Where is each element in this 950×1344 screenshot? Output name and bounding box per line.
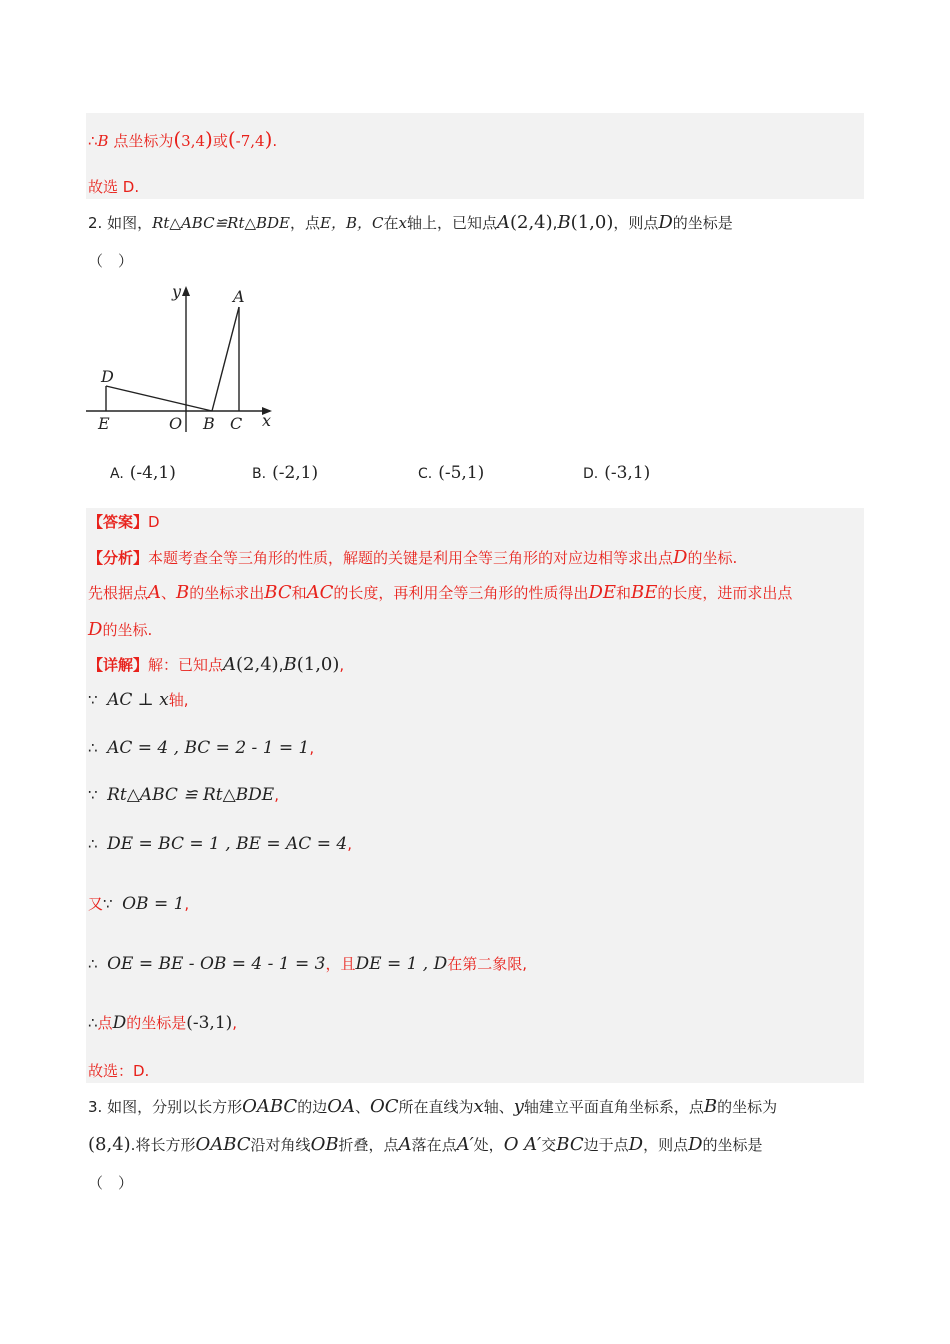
final-choice: 故选：D. [88, 1062, 150, 1080]
label-b: B [203, 414, 215, 433]
prev-conclusion-line [88, 128, 277, 152]
therefore-symbol: ∴ [88, 132, 98, 150]
segment-bd [106, 386, 212, 411]
analysis-line-3: D的坐标. [88, 619, 153, 640]
question-3-line-2: (8,4).将长方形OABC沿对角线OB折叠，点A落在点A′处，O A′交BC边于点D，则点D的坐标是 [88, 1134, 763, 1155]
y-axis-arrow [182, 286, 190, 296]
segment-ab [212, 307, 239, 411]
prev-choice-line: 故选 D. [88, 178, 140, 196]
question-2-paren: （ ） [88, 252, 134, 270]
period: . [272, 132, 278, 150]
step-6: ∴ OE = BE - OB = 4 - 1 = 3，且DE = 1 , D在第二象限, [88, 954, 528, 974]
paren: ) [264, 127, 273, 151]
paren: ) [205, 127, 213, 151]
step-2: ∴ AC = 4 , BC = 2 - 1 = 1, [88, 738, 315, 758]
paren: ( [173, 127, 182, 151]
option-d[interactable]: D. (-3,1) [583, 463, 651, 483]
label-a: A [233, 287, 245, 306]
option-a[interactable]: A. (-4,1) [110, 463, 176, 483]
coord: 3,4 [181, 132, 206, 150]
question-3-line-1: 3. 如图，分别以长方形OABC的边OA、OC所在直线为x轴、y轴建立平面直角坐标系，点B的坐标为 [88, 1096, 778, 1117]
coord: -7,4 [235, 132, 265, 150]
label-e: E [98, 414, 110, 433]
text: 或 [212, 132, 228, 150]
label-x: x [262, 411, 272, 430]
congruence-expr: Rt△ABC≌Rt△BDE [152, 214, 291, 232]
step-4: ∴ DE = BC = 1 , BE = AC = 4, [88, 834, 352, 854]
text: 点坐标为 [108, 132, 174, 150]
label-d: D [101, 367, 114, 386]
step-1: ∵ AC ⊥ x轴, [88, 690, 189, 710]
analysis-line-2: 先根据点A、B的坐标求出BC和AC的长度，再利用全等三角形的性质得出DE和BE的长度，进而求出点 [88, 582, 793, 603]
var-b: B [97, 132, 109, 150]
step-5: 又∵ OB = 1, [88, 894, 190, 914]
prev-solution-block [86, 113, 864, 199]
question-3-paren: （ ） [88, 1174, 134, 1192]
question-2-figure [84, 280, 284, 440]
option-b[interactable]: B. (-2,1) [252, 463, 319, 483]
answer-line: 【答案】D [88, 513, 160, 531]
analysis-line-1: 【分析】本题考查全等三角形的性质，解题的关键是利用全等三角形的对应边相等求出点D的坐标. [88, 547, 738, 568]
question-number: 2. [88, 214, 103, 232]
question-2-stem: 2. 如图，Rt△ABC≌Rt△BDE，点E，B，C在x轴上，已知点A(2,4),B(1,0)，则点D的坐标是 [88, 212, 733, 233]
option-c[interactable]: C. (-5,1) [418, 463, 485, 483]
label-y: y [172, 282, 182, 301]
label-c: C [230, 414, 243, 433]
step-3: ∵ Rt△ABC ≌ Rt△BDE, [88, 785, 279, 805]
step-7: ∴点D的坐标是(-3,1), [88, 1013, 238, 1033]
question-number: 3. [88, 1098, 103, 1116]
label-o: O [169, 414, 183, 433]
detail-line: 【详解】解：已知点A(2,4),B(1,0), [88, 654, 345, 675]
paren: ( [227, 127, 236, 151]
points-list: E，B，C [320, 214, 384, 232]
